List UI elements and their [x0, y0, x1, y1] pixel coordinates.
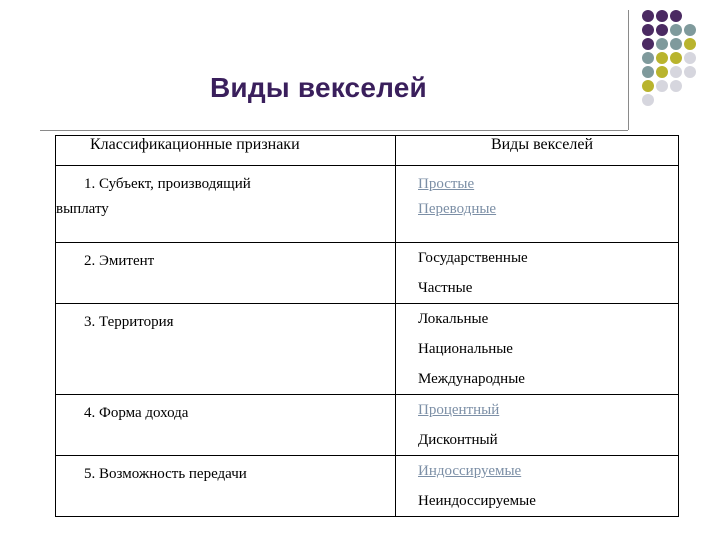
sign-label: 4. Форма дохода [84, 405, 189, 421]
decor-vertical-rule [628, 10, 629, 130]
decor-dot [670, 24, 682, 36]
table-row [56, 166, 679, 243]
table-row [56, 304, 679, 335]
type-item: Международные [418, 371, 525, 387]
decor-dot [670, 52, 682, 64]
decor-dot [656, 38, 668, 50]
sign-label: 3. Территория [84, 314, 174, 330]
sign-cell [56, 395, 396, 456]
decor-dot [684, 38, 696, 50]
type-link-interest[interactable]: Процентный [418, 402, 500, 418]
decor-dot [670, 10, 682, 22]
decor-dot [642, 24, 654, 36]
decor-dot [642, 52, 654, 64]
types-cell [396, 364, 679, 395]
decor-dot [670, 80, 682, 92]
types-cell [396, 273, 679, 304]
types-cell [396, 425, 679, 456]
classification-table [55, 135, 679, 517]
table-row [56, 395, 679, 426]
types-cell [396, 486, 679, 517]
decor-dot [642, 10, 654, 22]
slide-title: Виды векселей [210, 72, 427, 103]
header-classification-signs: Классификационные признаки [56, 136, 396, 166]
sign-label-continuation: выплату [56, 201, 109, 217]
decor-dot [670, 66, 682, 78]
decor-dot [656, 24, 668, 36]
type-link-transferable[interactable]: Переводные [418, 201, 497, 217]
header-bill-types: Виды векселей [396, 136, 679, 166]
decor-dot [642, 80, 654, 92]
sign-cell [56, 243, 396, 304]
sign-cell [56, 304, 396, 395]
decor-dot [656, 52, 668, 64]
decor-dot [642, 38, 654, 50]
decor-dot [656, 66, 668, 78]
sign-cell [56, 456, 396, 517]
sign-cell [56, 166, 396, 243]
decor-dot [642, 94, 654, 106]
types-cell [396, 304, 679, 335]
sign-label: 5. Возможность передачи [84, 466, 247, 482]
decor-dot [670, 38, 682, 50]
decor-dot [684, 24, 696, 36]
type-link-simple[interactable]: Простые [418, 176, 475, 192]
decor-dot [684, 52, 696, 64]
decor-dot [656, 10, 668, 22]
type-item: Частные [418, 280, 473, 296]
types-cell [396, 456, 679, 487]
table-row [56, 243, 679, 274]
types-cell [396, 243, 679, 274]
table-header-row [56, 136, 679, 166]
types-cell [396, 334, 679, 364]
sign-label: 2. Эмитент [84, 253, 155, 269]
type-item: Национальные [418, 341, 513, 357]
types-cell [396, 395, 679, 426]
decor-dot [684, 66, 696, 78]
type-item: Локальные [418, 311, 489, 327]
type-item: Государственные [418, 250, 528, 266]
decor-dot [642, 66, 654, 78]
table-row [56, 456, 679, 487]
types-cell [396, 166, 679, 243]
decor-horizontal-rule [40, 130, 628, 131]
decor-dot [656, 80, 668, 92]
type-link-endorsable[interactable]: Индоссируемые [418, 463, 522, 479]
sign-label: 1. Субъект, производящий [84, 176, 251, 192]
type-item: Неиндоссируемые [418, 493, 536, 509]
type-item: Дисконтный [418, 432, 498, 448]
